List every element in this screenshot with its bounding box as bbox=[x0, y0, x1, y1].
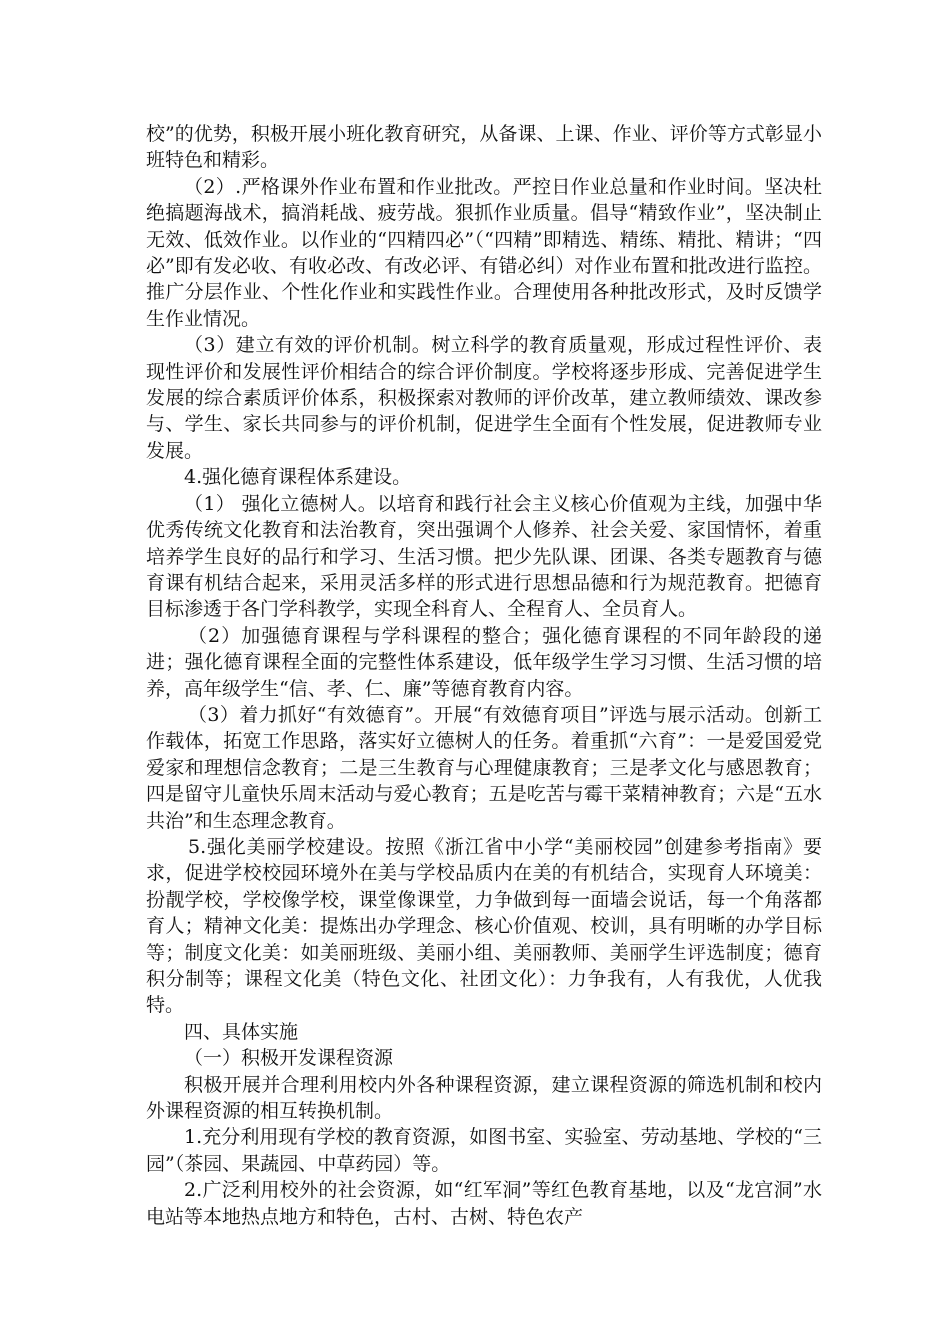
paragraph-resource-mechanism: 积极开展并合理利用校内外各种课程资源，建立课程资源的筛选机制和校内外课程资源的相互转换机制。 bbox=[146, 1073, 822, 1123]
paragraph-social-resources: 2.广泛利用校外的社会资源，如“红军洞”等红色教育基地，以及“龙宫洞”水电站等本地热点地方和特色，古村、古树、特色农产 bbox=[146, 1179, 822, 1228]
paragraph-school-resources: 1.充分利用现有学校的教育资源，如图书室、实验室、劳动基地、学校的“三园”（茶园、果蔬园、中草药园）等。 bbox=[146, 1126, 822, 1175]
paragraph-effective-moral-education: （3）着力抓好“有效德育”。开展“有效德育项目”评选与展示活动。创新工作载体，拓宽工作思路，落实好立德树人的任务。着重抓“六育”：一是爱国爱党爱家和理想信念教育；二是三生教育与心理健康教育；三是孝文化与感恩教育；四是留守儿童快乐周末活动与爱心教育；五是吃苦与霉干菜精神教育；六是“五水共治”和生态理念教育。 bbox=[146, 703, 822, 832]
paragraph-moral-cultivation: （1） 强化立德树人。以培育和践行社会主义核心价值观为主线，加强中华优秀传统文化教育和法治教育，突出强调个人修养、社会关爱、家国情怀，着重培养学生良好的品行和学习、生活习惯。把少先队课、团课、各类专题教育与德育课有机结合起来，采用灵活多样的形式进行思想品德和行为规范教育。把德育目标渗透于各门学科教学，实现全科育人、全程育人、全员育人。 bbox=[146, 492, 822, 621]
heading-curriculum-resources: （一）积极开发课程资源 bbox=[184, 1047, 394, 1070]
heading-implementation: 四、具体实施 bbox=[184, 1020, 299, 1043]
heading-moral-curriculum: 4.强化德育课程体系建设。 bbox=[184, 466, 412, 489]
paragraph-beautiful-school: 5.强化美丽学校建设。按照《浙江省中小学“美丽校园”创建参考指南》要求，促进学校校园环境外在美与学校品质内在美的有机结合，实现育人环境美：扮靓学校，学校像学校，课堂像课堂，力争做到每一面墙会说话，每一个角落都育人；精神文化美：提炼出办学理念、核心价值观、校训，具有明晰的办学目标等；制度文化美：如美丽班级、美丽小组、美丽教师、美丽学生评选制度；德育积分制等；课程文化美（特色文化、社团文化）：力争我有，人有我优，人优我特。 bbox=[146, 835, 822, 1017]
document-body bbox=[146, 121, 822, 1230]
paragraph-evaluation-mechanism: （3）建立有效的评价机制。树立科学的教育质量观，形成过程性评价、表现性评价和发展性评价相结合的综合评价制度。学校将逐步形成、完善促进学生发展的综合素质评价体系，积极探索对教师的评价改革，建立教师绩效、课改参与、学生、家长共同参与的评价机制，促进学生全面有个性发展，促进教师专业发展。 bbox=[146, 334, 822, 462]
paragraph-homework-control: （2）.严格课外作业布置和作业批改。严控日作业总量和作业时间。坚决杜绝搞题海战术，搞消耗战、疲劳战。狠抓作业质量。倡导“精致作业”，坚决制止无效、低效作业。以作业的“四精四必”（“四精”即精选、精练、精批、精讲；“四必”即有发必收、有收必改、有改必评、有错必纠）对作业布置和批改进行监控。推广分层作业、个性化作业和实践性作业。合理使用各种批改形式，及时反馈学生作业情况。 bbox=[146, 175, 822, 330]
paragraph-moral-integration: （2）加强德育课程与学科课程的整合；强化德育课程的不同年龄段的递进；强化德育课程全面的完整性体系建设，低年级学生学习习惯、生活习惯的培养，高年级学生“信、孝、仁、廉”等德育教育内容。 bbox=[146, 624, 822, 700]
paragraph-small-class-advantage: 校”的优势，积极开展小班化教育研究，从备课、上课、作业、评价等方式彰显小班特色和精彩。 bbox=[146, 123, 822, 172]
